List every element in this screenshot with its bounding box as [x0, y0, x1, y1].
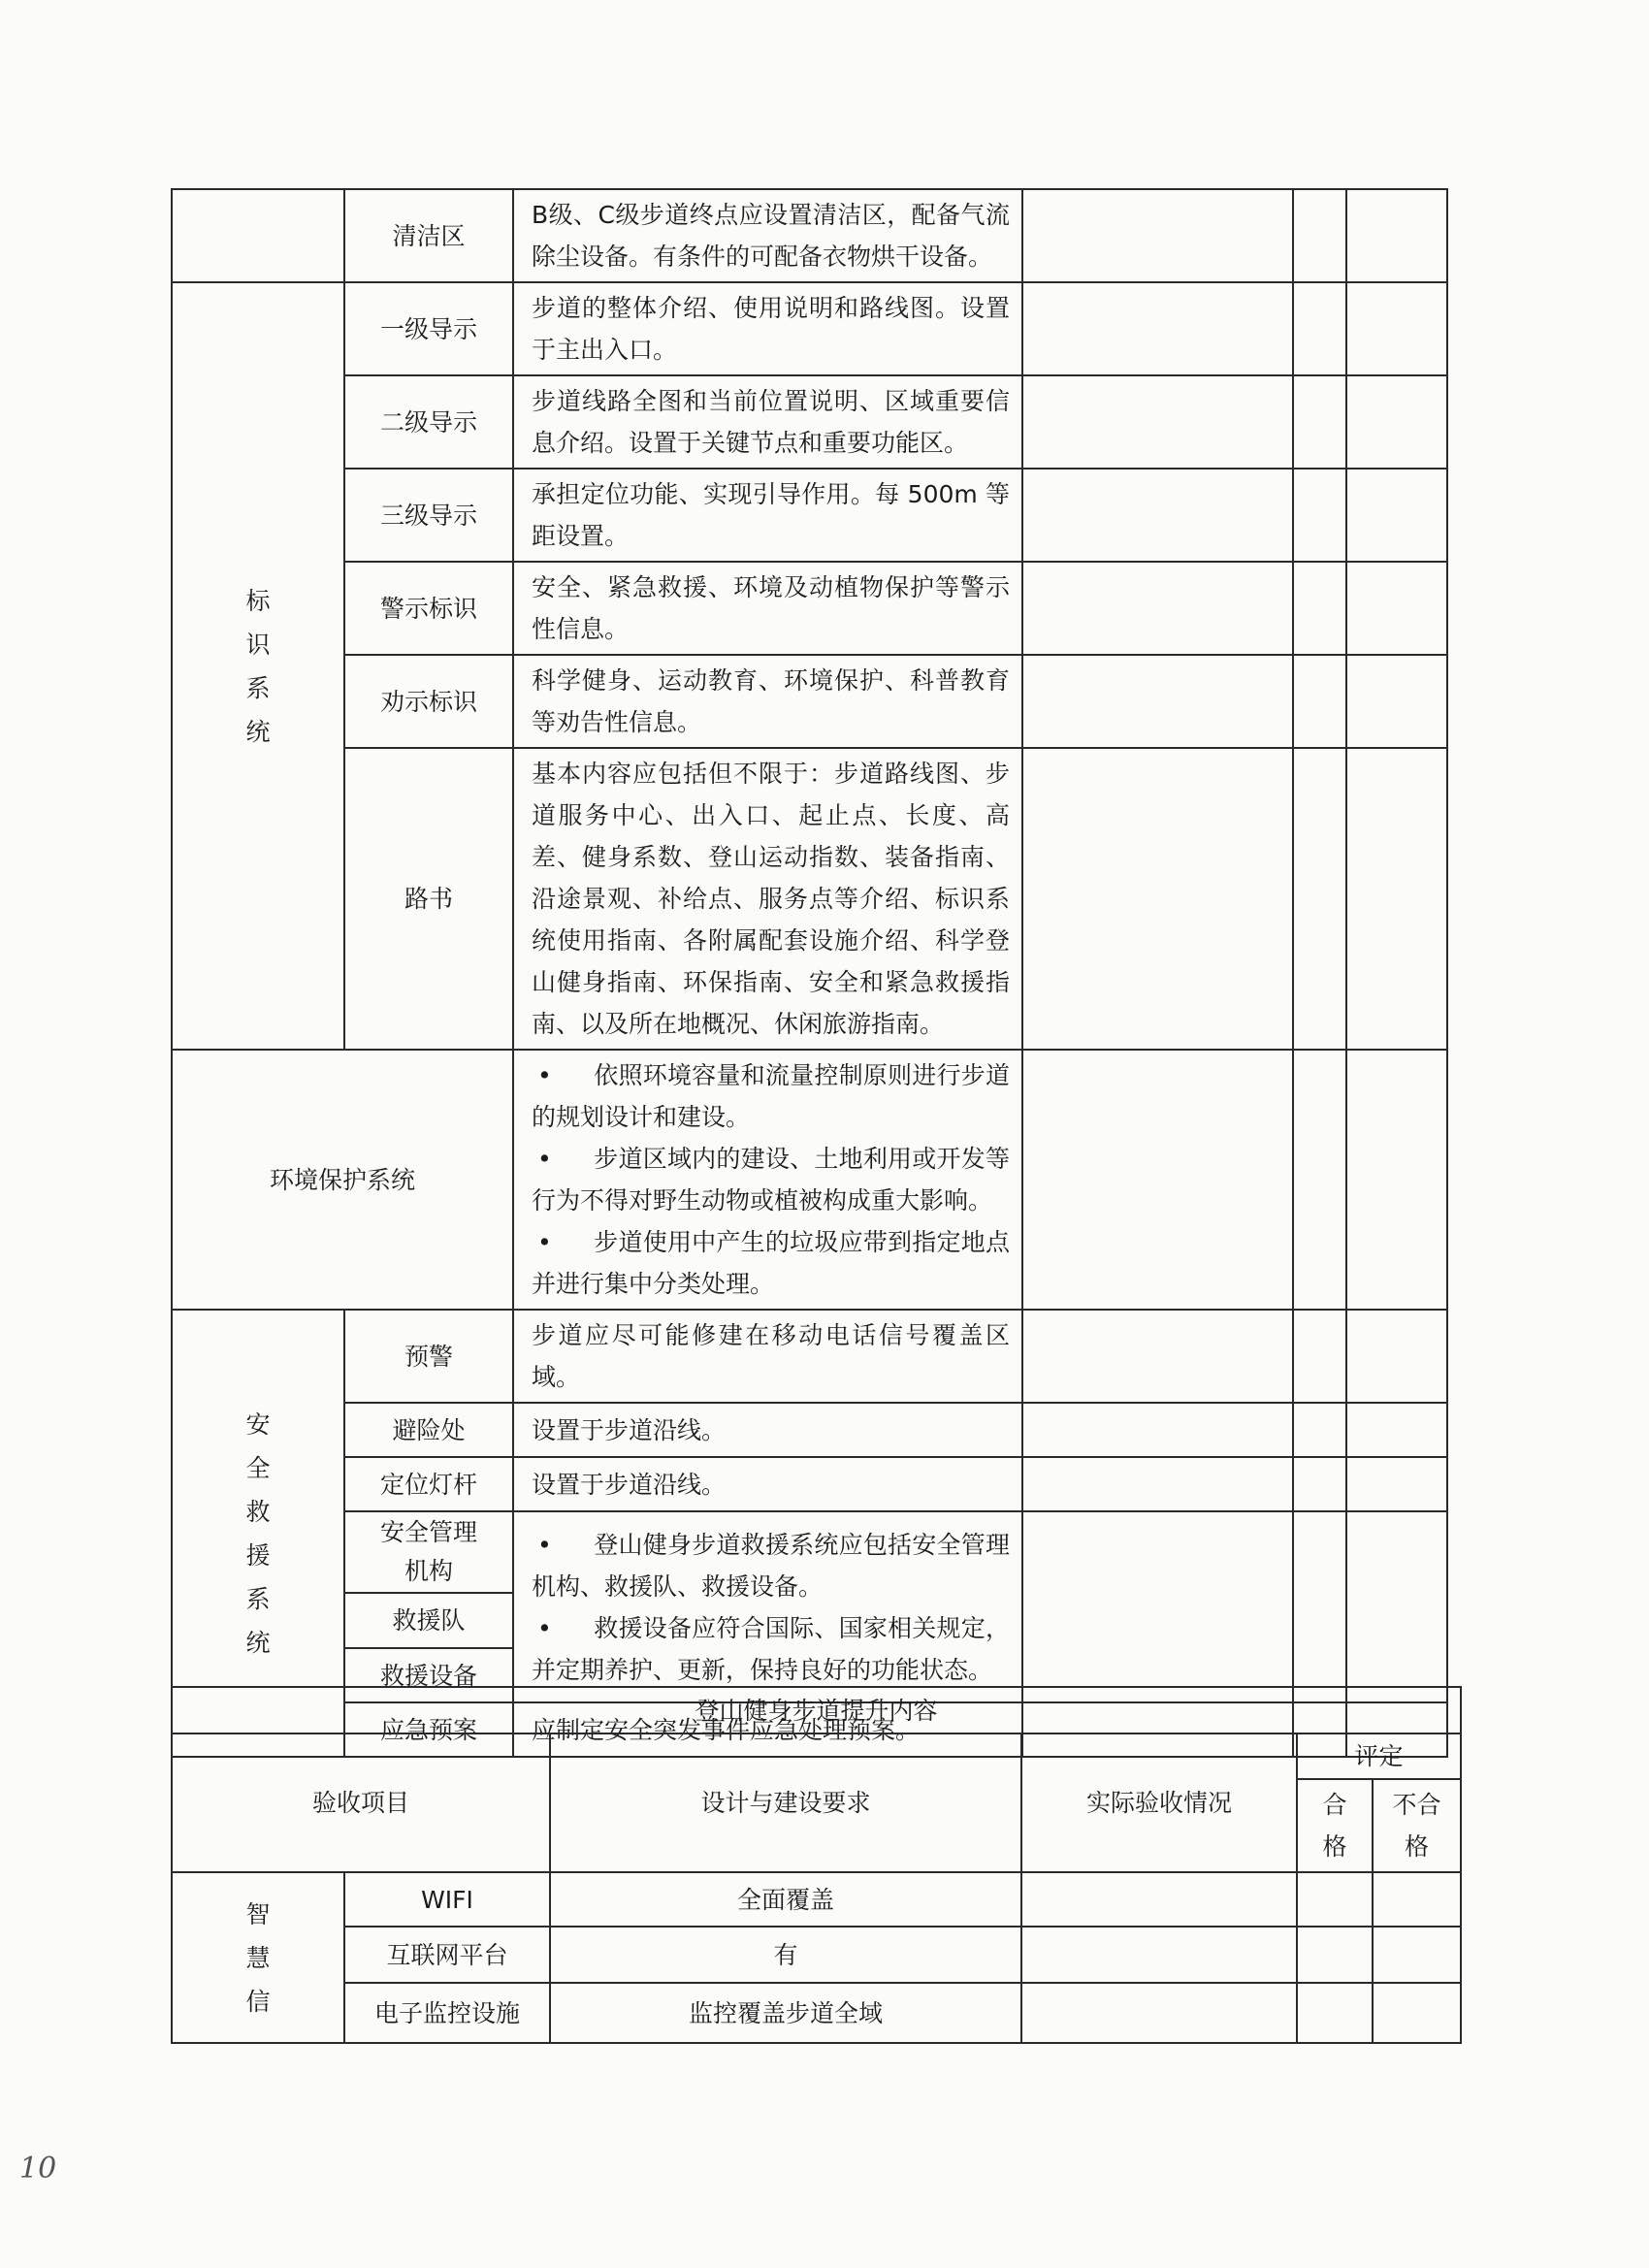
fail-cell [1346, 469, 1447, 562]
item-name-advice-sign: 劝示标识 [344, 655, 513, 748]
item-req-emergency-plan: 应制定安全突发事件应急处理预案。 [513, 1702, 1022, 1757]
item-req-environment [513, 1050, 1022, 1310]
list-item: • 步道使用中产生的垃圾应带到指定地点并进行集中分类处理。 [532, 1228, 1010, 1298]
page-number: 10 [19, 2152, 57, 2186]
fail-cell [1346, 375, 1447, 469]
actual-cell [1022, 282, 1293, 375]
pass-cell [1293, 189, 1346, 282]
table-row [172, 375, 1447, 469]
fail-cell [1373, 1872, 1461, 1927]
table-row [172, 1927, 1461, 1983]
table-row [172, 748, 1447, 1050]
category-smart-info: 智 慧 信 [172, 1872, 344, 2043]
fail-cell [1346, 1310, 1447, 1403]
table-row [172, 562, 1447, 655]
table-row [172, 1983, 1461, 2043]
actual-cell [1022, 1511, 1293, 1702]
item-req-cleaning: B级、C级步道终点应设置清洁区，配备气流除尘设备。有条件的可配备衣物烘干设备。 [513, 189, 1022, 282]
list-item: • 登山健身步道救援系统应包括安全管理机构、救援队、救援设备。 [532, 1530, 1010, 1601]
fail-cell [1346, 655, 1447, 748]
item-req-shelter: 设置于步道沿线。 [513, 1403, 1022, 1457]
table-row [172, 655, 1447, 748]
acceptance-table-upgrade [171, 1686, 1462, 2044]
item-name-wifi: WIFI [344, 1872, 550, 1927]
fail-cell [1346, 1511, 1447, 1702]
actual-cell [1022, 655, 1293, 748]
header-actual: 实际验收情况 [1021, 1733, 1297, 1872]
actual-cell [1021, 1872, 1297, 1927]
fail-cell [1346, 1457, 1447, 1511]
pass-cell [1293, 1050, 1346, 1310]
actual-cell [1022, 1403, 1293, 1457]
pass-cell [1293, 1457, 1346, 1511]
actual-cell [1022, 469, 1293, 562]
item-req-locator-pole: 设置于步道沿线。 [513, 1457, 1022, 1511]
item-name-cleaning: 清洁区 [344, 189, 513, 282]
fail-cell [1346, 562, 1447, 655]
pass-cell [1293, 1310, 1346, 1403]
acceptance-table-main [171, 188, 1448, 1758]
item-name-monitoring: 电子监控设施 [344, 1983, 550, 2043]
pass-cell [1293, 655, 1346, 748]
fail-cell [1373, 1983, 1461, 2043]
item-name-emergency-plan: 应急预案 [344, 1702, 513, 1757]
fail-cell [1346, 189, 1447, 282]
pass-cell [1293, 375, 1346, 469]
item-name-rescue-team: 救援队 [344, 1593, 513, 1648]
pass-cell [1297, 1983, 1373, 2043]
pass-cell [1293, 469, 1346, 562]
actual-cell [1022, 1457, 1293, 1511]
table-row [172, 1403, 1447, 1457]
actual-cell [1022, 1050, 1293, 1310]
header-item: 验收项目 [172, 1733, 550, 1872]
item-name-guide-2: 二级导示 [344, 375, 513, 469]
blank-cell [172, 189, 344, 282]
actual-cell [1022, 375, 1293, 469]
list-item: • 依照环境容量和流量控制原则进行步道的规划设计和建设。 [532, 1061, 1010, 1131]
table-row [172, 1687, 1461, 1733]
item-name-roadbook: 路书 [344, 748, 513, 1050]
item-req-internet-platform: 有 [550, 1927, 1021, 1983]
item-req-wifi: 全面覆盖 [550, 1872, 1021, 1927]
item-name-shelter: 避险处 [344, 1403, 513, 1457]
upgrade-title: 登山健身步道提升内容 [172, 1687, 1461, 1733]
item-name-rescue-equipment: 救援设备 [344, 1648, 513, 1702]
header-pass: 合 格 [1297, 1779, 1373, 1872]
fail-cell [1346, 748, 1447, 1050]
list-item: • 步道区域内的建设、土地利用或开发等行为不得对野生动物或植被构成重大影响。 [532, 1145, 1010, 1215]
pass-cell [1293, 1511, 1346, 1702]
header-fail: 不合 格 [1373, 1779, 1461, 1872]
fail-cell [1346, 1403, 1447, 1457]
item-name-guide-3: 三级导示 [344, 469, 513, 562]
item-name-internet-platform: 互联网平台 [344, 1927, 550, 1983]
table-row [172, 469, 1447, 562]
actual-cell [1021, 1983, 1297, 2043]
header-requirement: 设计与建设要求 [550, 1733, 1021, 1872]
item-req-roadbook: 基本内容应包括但不限于：步道路线图、步道服务中心、出入口、起止点、长度、高差、健身系数、登山运动指数、装备指南、沿途景观、补给点、服务点等介绍、标识系统使用指南、各附属配套设施介绍、科学登山健身指南、环保指南、安全和紧急救援指南、以及所在地概况、休闲旅游指南。 [513, 748, 1022, 1050]
actual-cell [1022, 189, 1293, 282]
list-item: • 救援设备应符合国际、国家相关规定，并定期养护、更新，保持良好的功能状态。 [532, 1613, 1010, 1684]
item-req-warning-sign: 安全、紧急救援、环境及动植物保护等警示性信息。 [513, 562, 1022, 655]
table-row [172, 1457, 1447, 1511]
fail-cell [1373, 1927, 1461, 1983]
pass-cell [1293, 748, 1346, 1050]
pass-cell [1297, 1872, 1373, 1927]
pass-cell [1293, 282, 1346, 375]
actual-cell [1022, 748, 1293, 1050]
category-environment: 环境保护系统 [172, 1050, 513, 1310]
category-signage: 标 识 系 统 [172, 282, 344, 1050]
item-req-rescue-system [513, 1511, 1022, 1702]
table-row [172, 1310, 1447, 1403]
pass-cell [1293, 562, 1346, 655]
table-row [172, 1511, 1447, 1593]
item-req-monitoring: 监控覆盖步道全域 [550, 1983, 1021, 2043]
item-name-safety-mgmt: 安全管理 机构 [344, 1511, 513, 1593]
table-row [172, 1050, 1447, 1310]
actual-cell [1022, 1310, 1293, 1403]
table-row [172, 1872, 1461, 1927]
table-row [172, 282, 1447, 375]
pass-cell [1293, 1403, 1346, 1457]
table-row [172, 189, 1447, 282]
item-req-guide-3: 承担定位功能、实现引导作用。每 500m 等距设置。 [513, 469, 1022, 562]
item-name-early-warning: 预警 [344, 1310, 513, 1403]
item-name-warning-sign: 警示标识 [344, 562, 513, 655]
pass-cell [1297, 1927, 1373, 1983]
fail-cell [1346, 1050, 1447, 1310]
item-name-locator-pole: 定位灯杆 [344, 1457, 513, 1511]
actual-cell [1022, 562, 1293, 655]
item-name-guide-1: 一级导示 [344, 282, 513, 375]
category-safety: 安 全 救 援 系 统 [172, 1310, 344, 1757]
actual-cell [1021, 1927, 1297, 1983]
header-rating: 评定 [1297, 1733, 1461, 1779]
item-req-early-warning: 步道应尽可能修建在移动电话信号覆盖区域。 [513, 1310, 1022, 1403]
item-req-guide-2: 步道线路全图和当前位置说明、区域重要信息介绍。设置于关键节点和重要功能区。 [513, 375, 1022, 469]
table-header-row [172, 1733, 1461, 1779]
item-req-guide-1: 步道的整体介绍、使用说明和路线图。设置于主出入口。 [513, 282, 1022, 375]
fail-cell [1346, 282, 1447, 375]
item-req-advice-sign: 科学健身、运动教育、环境保护、科普教育等劝告性信息。 [513, 655, 1022, 748]
